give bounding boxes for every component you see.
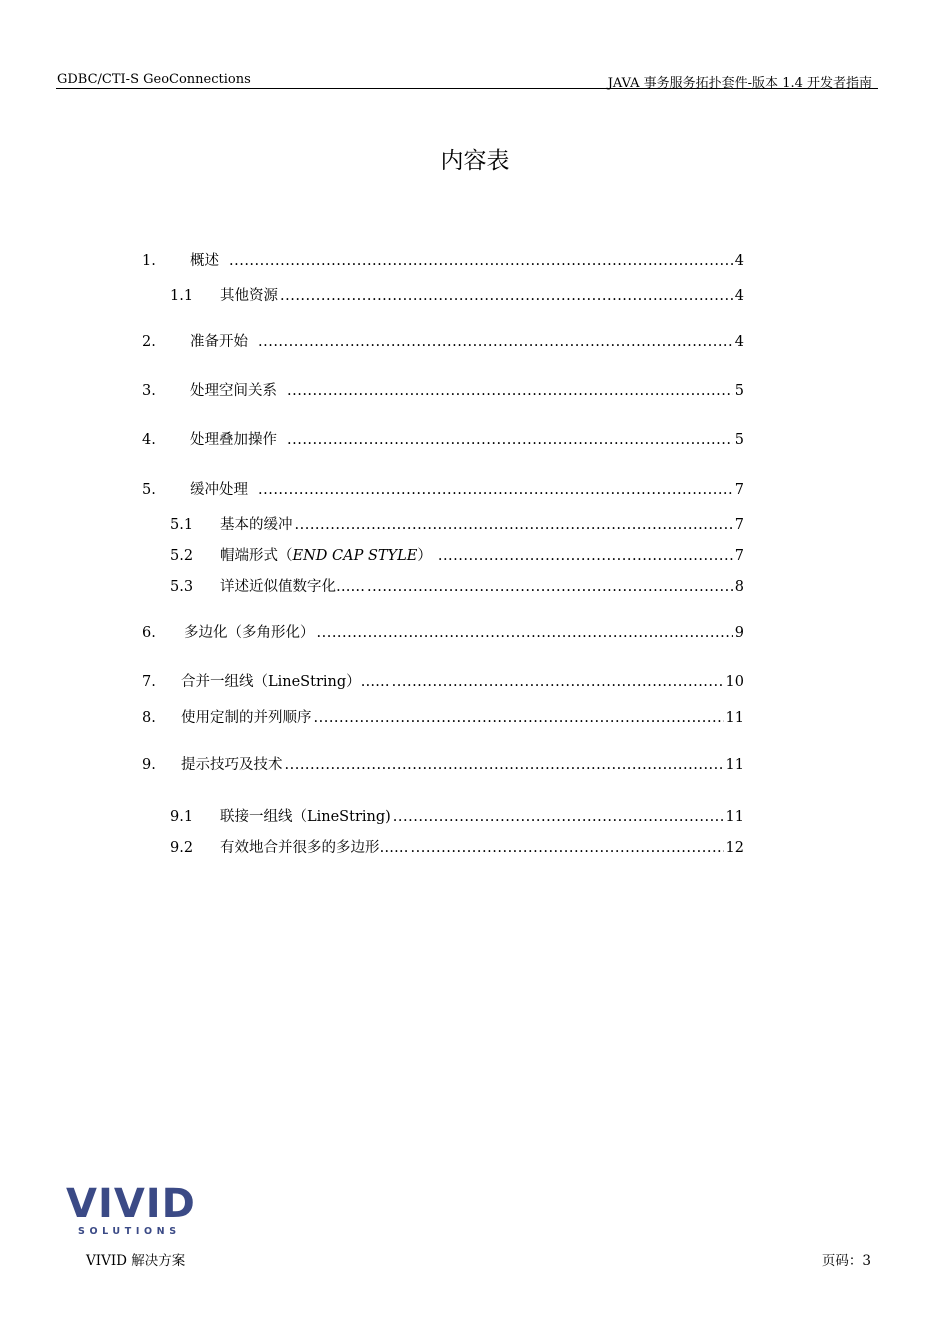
- toc-entry[interactable]: [142, 706, 744, 726]
- header-left-text: GDBC/CTI-S GeoConnections: [57, 72, 251, 87]
- toc-leader: [285, 757, 724, 773]
- toc-entry[interactable]: [142, 379, 744, 399]
- vivid-solutions-logo: [66, 1181, 196, 1237]
- toc-page-number: 4: [734, 253, 744, 269]
- toc-page-number: 4: [734, 288, 744, 304]
- toc-page-number: 11: [725, 757, 744, 773]
- toc-leader: [392, 674, 724, 690]
- toc-page-number: 10: [725, 674, 744, 690]
- toc-label: 提示技巧及技术: [181, 757, 283, 773]
- toc-label-italic: END CAP STYLE: [292, 548, 418, 564]
- page-title: 内容表: [440, 148, 510, 174]
- toc-leader: [411, 840, 724, 856]
- toc-label: 使用定制的并列顺序: [181, 710, 312, 726]
- toc-entry[interactable]: [170, 575, 744, 595]
- toc-leader: [314, 710, 724, 726]
- toc-leader: [367, 579, 733, 595]
- toc-label: 处理空间关系: [190, 383, 277, 399]
- toc-label: 基本的缓冲: [220, 517, 293, 533]
- toc-entry[interactable]: [142, 621, 744, 641]
- toc-page-number: 8: [734, 579, 744, 595]
- toc-leader: [287, 432, 733, 448]
- toc-leader: [229, 253, 733, 269]
- footer-left-text: VIVID 解决方案: [86, 1253, 186, 1269]
- toc-entry[interactable]: [142, 330, 744, 350]
- toc-number: 9.: [142, 757, 156, 773]
- toc-label: 帽端形式（END CAP STYLE）: [220, 548, 432, 564]
- toc-entry[interactable]: [170, 513, 744, 533]
- toc-label: 处理叠加操作: [190, 432, 277, 448]
- toc-leader: [287, 383, 733, 399]
- toc-page-number: 5: [734, 432, 744, 448]
- toc-entry[interactable]: [142, 670, 744, 690]
- toc-entry[interactable]: [170, 284, 744, 304]
- toc-page-number: 11: [725, 710, 744, 726]
- logo-subtitle: SOLUTIONS: [78, 1226, 181, 1237]
- toc-page-number: 9: [734, 625, 744, 641]
- toc-leader: [393, 809, 724, 825]
- toc-number: 1.1: [170, 288, 194, 304]
- toc-page-number: 11: [725, 809, 744, 825]
- toc-number: 5.3: [170, 579, 194, 595]
- toc-leader: [317, 625, 733, 641]
- toc-label: 概述: [190, 253, 219, 269]
- toc-number: 3.: [142, 383, 156, 399]
- toc-label: 准备开始: [190, 334, 248, 350]
- toc-label: 多边化（多角形化）: [184, 625, 315, 641]
- toc-page-number: 4: [734, 334, 744, 350]
- logo-wordmark: VIVID: [66, 1181, 196, 1227]
- toc-leader: [258, 482, 733, 498]
- toc-number: 5.: [142, 482, 156, 498]
- toc-number: 7.: [142, 674, 156, 690]
- toc-number: 5.1: [170, 517, 194, 533]
- toc-label: 缓冲处理: [190, 482, 248, 498]
- toc-number: 8.: [142, 710, 156, 726]
- footer-page-number: 页码：3: [821, 1253, 871, 1269]
- toc-page-number: 5: [734, 383, 744, 399]
- toc-page-number: 7: [734, 517, 744, 533]
- toc-number: 6.: [142, 625, 156, 641]
- toc-page-number: 7: [734, 482, 744, 498]
- toc-entry[interactable]: [142, 428, 744, 448]
- toc-label: 联接一组线（LineString): [220, 809, 391, 825]
- toc-number: 9.1: [170, 809, 194, 825]
- toc-label: 有效地合并很多的多边形……: [220, 840, 409, 856]
- toc-leader: [295, 517, 733, 533]
- toc-page-number: 7: [734, 548, 744, 564]
- toc-entry[interactable]: [170, 805, 744, 825]
- toc-leader: [258, 334, 733, 350]
- toc-entry[interactable]: [142, 478, 744, 498]
- toc-label: 详述近似值数字化……: [220, 579, 365, 595]
- toc-label: 合并一组线（LineString）……: [181, 674, 390, 690]
- toc-entry[interactable]: [142, 249, 744, 269]
- toc-number: 5.2: [170, 548, 194, 564]
- toc-page-number: 12: [725, 840, 744, 856]
- toc-number: 9.2: [170, 840, 194, 856]
- toc-leader: [280, 288, 733, 304]
- header-right-text: JAVA 事务服务拓扑套件-版本 1.4 开发者指南: [607, 76, 872, 91]
- toc-number: 2.: [142, 334, 156, 350]
- toc-leader: [438, 548, 733, 564]
- toc-entry[interactable]: [170, 544, 744, 564]
- toc-entry[interactable]: [142, 753, 744, 773]
- header-divider: [56, 88, 878, 89]
- toc-number: 4.: [142, 432, 156, 448]
- toc-label: 其他资源: [220, 288, 278, 304]
- toc-entry[interactable]: [170, 836, 744, 856]
- toc-number: 1.: [142, 253, 156, 269]
